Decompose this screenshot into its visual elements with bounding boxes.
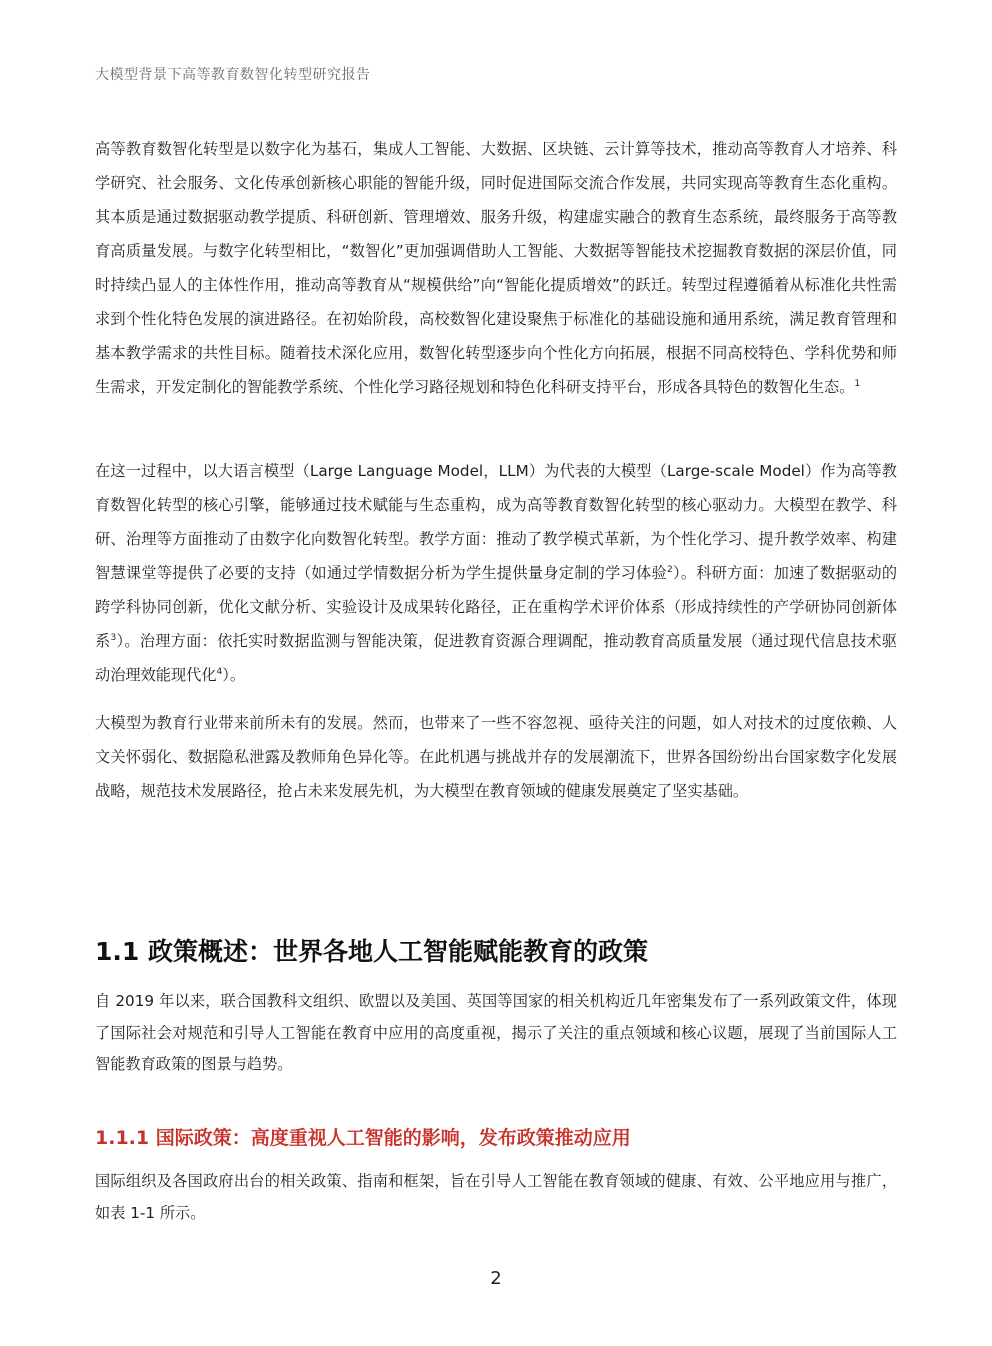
paragraph-intro — [95, 132, 897, 404]
footnote-ref-2: 2 — [666, 564, 673, 575]
footnote-ref-3: 3 — [110, 632, 117, 643]
paragraph-llm-text-c: ）。治理方面：依托实时数据监测与智能决策，促进教育资源合理调配，推动教育高质量发展（通过现代信息技术驱动治理效能现代化 — [95, 632, 898, 684]
paragraph-llm-text-b: ）。科研方面：加速了数据驱动的跨学科协同创新，优化文献分析、实验设计及成果转化路径，正在重构学术评价体系（形成持续性的产学研协同创新体系 — [95, 564, 898, 650]
subsection-heading-1-1-1: 1.1.1 国际政策：高度重视人工智能的影响，发布政策推动应用 — [95, 1127, 631, 1149]
section-heading-1-1: 1.1 政策概述：世界各地人工智能赋能教育的政策 — [95, 937, 648, 966]
paragraph-policy-overview: 自 2019 年以来，联合国教科文组织、欧盟以及美国、英国等国家的相关机构近几年密集发布了一系列政策文件，体现了国际社会对规范和引导人工智能在教育中应用的高度重视，揭示了关注的重点领域和核心议题，展现了当前国际人工智能教育政策的图景与趋势。 — [95, 992, 897, 1073]
page-number: 2 — [490, 1268, 502, 1289]
paragraph-international-policy: 国际组织及各国政府出台的相关政策、指南和框架，旨在引导人工智能在教育领域的健康、有效、公平地应用与推广，如表 1-1 所示。 — [95, 1172, 897, 1222]
footnote-ref-1: 1 — [854, 378, 861, 389]
paragraph-intro-text: 高等教育数智化转型是以数字化为基石，集成人工智能、大数据、区块链、云计算等技术，推动高等教育人才培养、科学研究、社会服务、文化传承创新核心职能的智能升级，同时促进国际交流合作发展，共同实现高等教育生态化重构。其本质是通过数据驱动教学提质、科研创新、管理增效、服务升级，构建虚实融合的教育生态系统，最终服务于高等教育高质量发展。与数字化转型相比，“数智化”更加强调借助人工智能、大数据等智能技术挖掘教育数据的深层价值，同时持续凸显人的主体性作用，推动高等教育从“规模供给”向“智能化提质增效”的跃迁。转型过程遵循着从标准化共性需求到个性化特色发展的演进路径。在初始阶段，高校数智化建设聚焦于标准化的基础设施和通用系统，满足教育管理和基本教学需求的共性目标。随着技术深化应用，数智化转型逐步向个性化方向拓展，根据不同高校特色、学科优势和师生需求，开发定制化的智能教学系统、个性化学习路径规划和特色化科研支持平台，形成各具特色的数智化生态。 — [95, 140, 897, 396]
paragraph-llm-text-d: ）。 — [222, 666, 246, 684]
paragraph-llm-text-a: 在这一过程中，以大语言模型（Large Language Model，LLM）为代表的大模型（Large-scale Model）作为高等教育数智化转型的核心引擎，能够通过技术赋能与生态重构，成为高等教育数智化转型的核心驱动力。大模型在教学、科研、治理等方面推动了由数字化向数智化转型。教学方面：推动了教学模式革新，为个性化学习、提升教学效率、构建智慧课堂等提供了必要的支持（如通过学情数据分析为学生提供量身定制的学习体验 — [95, 462, 897, 582]
paragraph-challenges: 大模型为教育行业带来前所未有的发展。然而，也带来了一些不容忽视、亟待关注的问题，如人对技术的过度依赖、人文关怀弱化、数据隐私泄露及教师角色异化等。在此机遇与挑战并存的发展潮流下，世界各国纷纷出台国家数字化发展战略，规范技术发展路径，抢占未来发展先机，为大模型在教育领域的健康发展奠定了坚实基础。 — [95, 714, 897, 800]
running-header: 大模型背景下高等教育数智化转型研究报告 — [95, 67, 371, 83]
footnote-ref-4: 4 — [216, 666, 223, 677]
paragraph-llm-engine — [95, 454, 897, 692]
